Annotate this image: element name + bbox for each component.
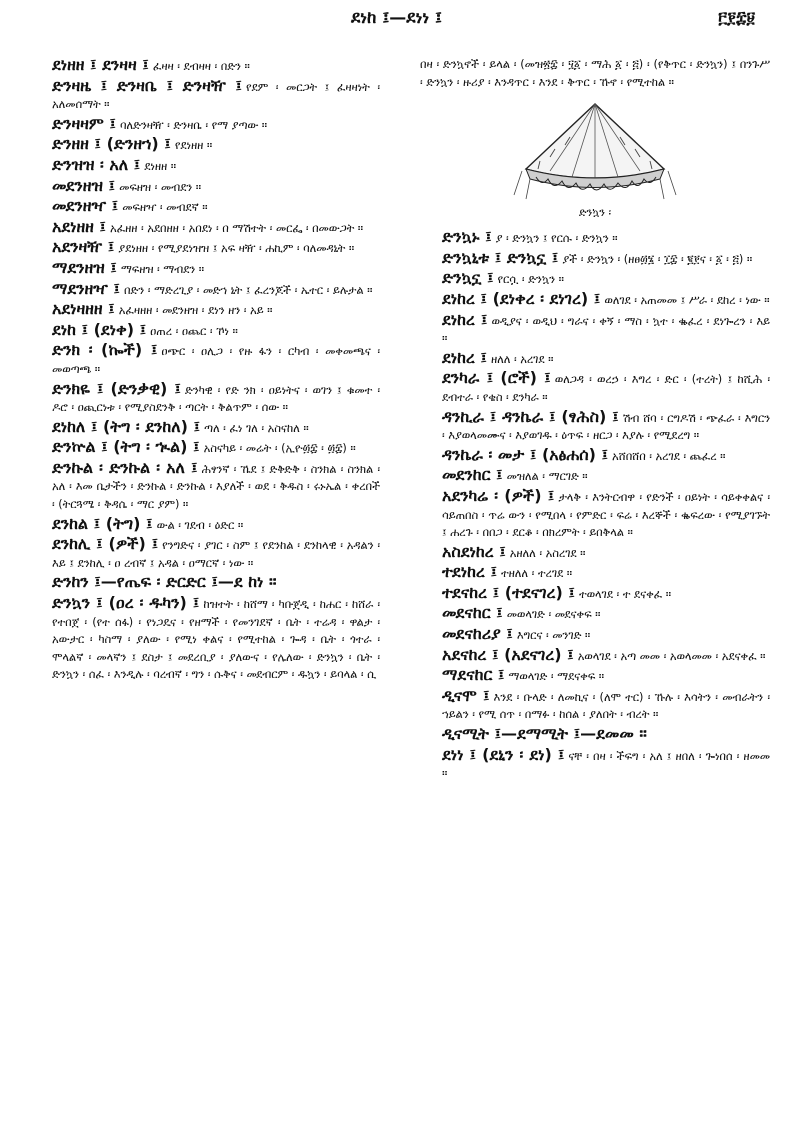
headword: ድንክ ፡ (ኰች) ፤: [52, 340, 158, 360]
definition: የርሷ ፡ ድንኳን ።: [497, 273, 564, 287]
definition: ሕፃንኛ ፡ ኼደ ፤ ድቅድቅ ፡ ስንክል ፡ ስንክል ፡ አለ ፡ እመ ቤታችን ፡ ድንኩል ፡ ድንኩል ፡ እያለች ፡ ወደ ፡ ቅዱስ ፡ ሩኑኤል ፡ ቀረበች ፡ (ትርጓሜ ፡ ቅዳሴ ፡ ማር ያም) ።: [52, 462, 380, 512]
entry: [420, 269, 770, 289]
entry: [30, 218, 380, 238]
definition: ተዘለለ ፡ ተረገደ ።: [501, 567, 573, 581]
headword: ዲናሞ ፤: [442, 685, 490, 705]
headword: መደናከሪያ ፤: [442, 624, 513, 644]
entry: [30, 115, 380, 135]
definition: ማፍዘዝ ፡ ማብደን ።: [120, 262, 205, 276]
entry: [420, 646, 770, 666]
definition: ናቸ ፡ በዛ ፡ ችፍግ ፡ አለ ፤ ዘበለ ፡ ጐነበሰ ፡ ዘመመ ።: [442, 749, 770, 781]
definition: ያ ፡ ድንኳን ፤ የርሱ ፡ ድንኳን ።: [495, 232, 618, 246]
entry: [30, 459, 380, 514]
headword: ማደንዘዣ ፤: [52, 278, 120, 298]
entry: [30, 380, 380, 417]
headword: አደንካሬ ፡ (ዎች) ፤: [442, 485, 555, 505]
definition: አፈዘዘ ፡ አደበዘዘ ፡ አበደነ ፡ በ ማሽተት ፡ መርፌ ፡ በመውጋት ።: [110, 221, 364, 235]
entry: [420, 746, 770, 783]
definition: መፍዘዝ ፡ መብደን ።: [119, 180, 202, 194]
headword: ድንዘዘ ፤ (ድንዘኀ) ፤: [52, 134, 171, 154]
entry: [30, 594, 380, 684]
headword: ደንካራ ፤ (ሮች) ፤: [442, 368, 551, 388]
headword: ደነከረ ፤ (ደነቀረ ፡ ደነገረ) ፤: [442, 288, 601, 308]
entry: [30, 259, 380, 279]
entry: [420, 249, 770, 269]
entry: [420, 687, 770, 724]
headword: ድንዛዛም ፤: [52, 113, 116, 133]
headword: ድንከን ፤—የጤፍ ፡ ድርድር ፤—ደ ከነ ።: [52, 572, 277, 592]
headword: ደንከሊ ፤ (ዎች) ፤: [52, 534, 159, 554]
headword: ድንዝዝ ፡ አለ ፤: [52, 154, 141, 174]
entry: [420, 666, 770, 686]
definition: መዝለል ፡ ማርገድ ።: [506, 470, 588, 484]
entry: [30, 418, 380, 438]
headword: ዲናሚት ፤—ደማሚት ፤—ደመመ ።: [442, 724, 647, 744]
entry: [420, 369, 770, 406]
entry: [30, 56, 380, 76]
headword: መደናከር ፤: [442, 603, 503, 623]
definition: አፈዛዘዘ ፡ መደንዘዝ ፡ ደነን ዘን ፡ አይ ።: [118, 304, 273, 318]
entry: [30, 300, 380, 320]
headword: ድንኵል ፤ (ትግ ፡ ኊል) ፤: [52, 437, 200, 457]
headword: ተደናከረ ፤ (ተደናገረ) ፤: [442, 582, 575, 602]
headword: መደንከር ፤: [442, 465, 503, 485]
entry: [30, 535, 380, 572]
headword: መደንዘዣ ፤: [52, 196, 119, 216]
headword: ማደንዘዝ ፤: [52, 257, 117, 277]
headword: ድንኳኑ ፤: [442, 227, 492, 247]
entry: [30, 321, 380, 341]
headword: ድንኳኗ ፤: [442, 268, 494, 288]
entry: [420, 543, 770, 563]
headword: አደናከረ ፤ (አደናገረ) ፤: [442, 644, 574, 664]
entry: [420, 725, 770, 745]
entry: [30, 515, 380, 535]
entry: [30, 438, 380, 458]
headword: ተደነከረ ፤: [442, 562, 498, 582]
headword: ድንኳኒቱ ፤ ድንኳኗ ፤: [442, 247, 559, 267]
definition: ከዝተት ፡ ከሸማ ፡ ካቡጀዲ ፡ ከሐር ፡ ከሸራ ፡ የተበጀ ፡ (የተ ሰፋ) ፡ የነጋዴና ፡ የዘማች ፡ የመንገደኛ ፡ ቤት ፡ ተሬዳ ፡ ዋልታ ፡ አውታር ፡ ካስማ ፡ ያለው ፡ የሚነ ቀልና ፡ የሚተከል ፡ ጐዳ ፡ ቤት ፡ ጎተራ ፡ ሞላልኛ ፡ መላኛን ፤ ደስታ ፤ መደረቢያ ፡ ያለውና ፡ የሌለው ፡ ድንኳን ፡ ቤት ፡ ድንኳን ፡ ሰፈ ፡ እንዲሉ ፡ ባረብኛ ፡ ግን ፡ ሱቅና ፡ መደብርም ፡ ዱኳን ፡ ይባላል ፡ ሲ: [52, 598, 380, 682]
entry: [420, 349, 770, 369]
definition: ድንካዊ ፡ የድ ንክ ፡ ዐይነትና ፡ ወገን ፤ ቁመተ ፡ ዶሮ ፡ ዐጪርነቱ ፡ የሚያስደንቅ ፡ ጣርት ፡ ቅልጥም ፡ ሰው ።: [52, 383, 380, 415]
entry: [30, 135, 380, 155]
definition: ወዲያና ፡ ወዲህ ፡ ግራና ፡ ቀኝ ፡ ማስ ፡ ኳተ ፡ ቈፈረ ፡ ደነጐረን ፡ እይ ።: [442, 314, 770, 346]
definition: ፈዛዛ ፡ ደብዛዛ ፡ በድን ።: [152, 60, 250, 73]
definition: መወላገድ ፡ መደናቀፍ ።: [506, 608, 601, 622]
headword: ደንከል ፤ (ትግ) ፤: [52, 513, 153, 533]
entry: [30, 77, 380, 114]
headword: ማደናከር ፤: [442, 665, 505, 685]
headword: ደነነ ፤ (ደኒን ፡ ደነ) ፤: [442, 744, 565, 764]
headword: ደነከ ፤ (ደነቀ) ፤: [52, 319, 147, 339]
definition: ዐጠረ ፡ ዐጨር ፡ ኾነ ።: [150, 324, 238, 338]
definition: ዐጭር ፡ ዐሊጋ ፡ የዙ ፋን ፡ ርካብ ፡ መቀመጫና ፡ መወጣጫ ።: [52, 345, 380, 376]
definition: እግርና ፡ መንገድ ።: [516, 629, 591, 643]
definition: ተወላገደ ፡ ተ ደናቀፈ ።: [578, 587, 672, 601]
definition: ያደነዘዘ ፡ የሚያደነዝዝ ፤ አፍ ዛዥ ፡ ሐኪም ፡ ባለመዳኒት ።: [118, 242, 355, 256]
definition: ታላቅ ፡ እንትርብዋ ፡ የድንች ፡ ዐይነት ፡ ሳይቀቀልና ፡ ሳይጠበስ ፡ ጥሬ ውን ፡ የሚበላ ፡ የምድር ፡ ፍሬ ፡ እረኞች ፡ ቈፍረው ፡ የሚያገኙት ፤ ሐረጉ ፡ በበጋ ፡ ደርቆ ፡ በክረምት ፡ ይበቅላል ።: [442, 490, 770, 540]
left-column: [30, 56, 380, 685]
definition: የደነዘዘ ።: [174, 139, 213, 153]
headword: ደነከረ ፤: [442, 309, 488, 329]
definition: የንግድና ፡ ያገር ፡ ስም ፤ የደንከል ፡ ደንከላዊ ፡ አዳልን ፡ እይ ፤ ደንከሊ ፡ ዐ ረብኛ ፤ አዳል ፡ ዐማርኛ ፡ ነው ።: [52, 539, 381, 570]
headword: ደነከረ ፤: [442, 347, 487, 367]
definition: ደነዘዘ ።: [144, 159, 177, 173]
definition: ጣለ ፡ ፈነ ገለ ፡ አስናከለ ።: [204, 421, 309, 435]
headword: ድንኳን ፤ (ዐረ ፡ ዱካን) ፤: [52, 593, 200, 613]
entry: [420, 563, 770, 583]
headword: መደንዘዝ ፤: [52, 175, 116, 195]
definition: አወላገደ ፡ አጣ መመ ፡ አወላመመ ፡ አደናቀፈ ።: [577, 649, 766, 663]
definition: አዘለለ ፡ አስረገደ ።: [509, 546, 586, 560]
entry: [30, 341, 380, 378]
headword: ደነዘዘ ፤ ደንዛዛ ፤: [52, 55, 149, 74]
entry: [420, 311, 770, 348]
entry: [420, 584, 770, 604]
definition: ዘለለ ፡ አረገደ ።: [491, 352, 554, 366]
entry: [420, 408, 770, 445]
definition: ማወላገድ ፡ ማደናቀፍ ።: [508, 670, 605, 684]
entry: [420, 290, 770, 310]
definition: ያች ፡ ድንኳን ፡ (ዘፀ፴፮ ፡ ፲፰ ፡ ፪፻ና ፡ ፩ ፡ ፭) ።: [562, 252, 753, 266]
headword: አደንዛዥ ፤: [52, 237, 115, 257]
headword: አስደነከረ ፤: [442, 541, 506, 561]
entry: [30, 177, 380, 197]
entry: [420, 466, 770, 486]
definition: ሽብ ሸባ ፡ ርግዶሽ ፡ ጭፈራ ፡ እግርን ፡ እያወላመሙና ፡ እያወገዱ ፡ ዕጥፍ ፡ ዘርጋ ፡ እያሉ ፡ የሚደረግ ።: [442, 411, 770, 443]
headword: ድንዛዜ ፤ ድንዛቤ ፤ ድንዛዥ ፤: [52, 75, 242, 95]
headword: ደነከለ ፤ (ትግ ፡ ደንከለ) ፤: [52, 416, 201, 436]
figure-caption: ድንኳን ፡: [578, 206, 612, 220]
definition: አስናካይ ፡ መሬት ፡ (ኢዮ፴፰ ፡ ፴፰) ።: [203, 442, 356, 456]
definition: ውል ፡ ገደብ ፡ ዕድር ።: [156, 518, 244, 532]
entry: [420, 625, 770, 645]
definition: የደም ፡ መርጋት ፤ ፈዛዛነት ፡ አለመሰማት ።: [52, 80, 381, 112]
entry: [30, 573, 380, 593]
entry: [30, 197, 380, 217]
entry: [420, 604, 770, 624]
headword: ድንኩል ፡ ድንኩል ፡ አለ ፤: [52, 457, 198, 477]
definition: እንደ ፡ ቡላድ ፡ ለመኪና ፡ (ለሞ ተር) ፡ ኹሉ ፡ እሳትን ፡ መብራትን ፡ ኀይልን ፡ የሚ ሰጥ ፡ በማፉ ፡ ከሰል ፡ ያለበት ፡ ብረት ።: [442, 690, 770, 722]
entry: [30, 238, 380, 258]
headword: ድንክዬ ፤ (ድንቃዊ) ፤: [52, 378, 181, 398]
entry: [420, 446, 770, 466]
entry: [30, 156, 380, 176]
definition: ወለገደ ፡ አጠመመ ፤ ሥራ ፡ ደከረ ፡ ነው ።: [604, 293, 770, 307]
page-header-title: ደነከ ፤—ደነነ ፤: [351, 8, 442, 28]
right-column: [420, 56, 770, 784]
definition: ባለድንዛዥ ፡ ድንዛቤ ፡ የማ ያጣው ።: [119, 118, 268, 132]
definition: መፍዘዣ ፡ መብደኛ ።: [122, 201, 208, 215]
entry: [420, 487, 770, 542]
entry: [420, 228, 770, 248]
headword: አደነዛዘዘ ፤: [52, 299, 115, 319]
entry: [30, 280, 380, 300]
definition: ወለጋዳ ፡ ወረኃ ፡ እግረ ፡ ድር ፡ (ተረት) ፤ ከሺሕ ፡ ደብተራ ፡ የቄስ ፡ ደንካራ ።: [442, 373, 770, 404]
definition: በድን ፡ ማድረጊያ ፡ መድኀ ኒት ፤ ፈረንጆች ፡ ኤተር ፡ ይሉታል ።: [123, 283, 373, 297]
tent-illustration: [420, 99, 770, 204]
page-number: ፫፻፰፱: [718, 8, 755, 27]
headword: አደነዘዘ ፤: [52, 216, 106, 236]
headword: ዳንኪራ ፤ ዳንኬራ ፤ (ፃሕስ) ፤: [442, 406, 619, 426]
continued-text: በዛ ፡ ድንኳኖች ፡ ይላል ፡ (መዝ፳፰ ፡ ፶፩ ፡ ማሕ ፩ ፡ ፭) ፡ (የቅጥር ፡ ድንኳን) ፤ በንጉሥ ፡ ድንኳን ፡ ዙሪያ ፡ እንዳጥር ፡ እንደ ፡ ቅጥር ፡ ኹኖ ፡ የሚተከል ።: [420, 58, 770, 89]
headword: ዳንኬራ ፡ መታ ፤ (አፅሐሰ) ፤: [442, 444, 609, 464]
definition: አሸበሸበ ፡ አረገደ ፡ ጨፈረ ።: [612, 449, 726, 463]
